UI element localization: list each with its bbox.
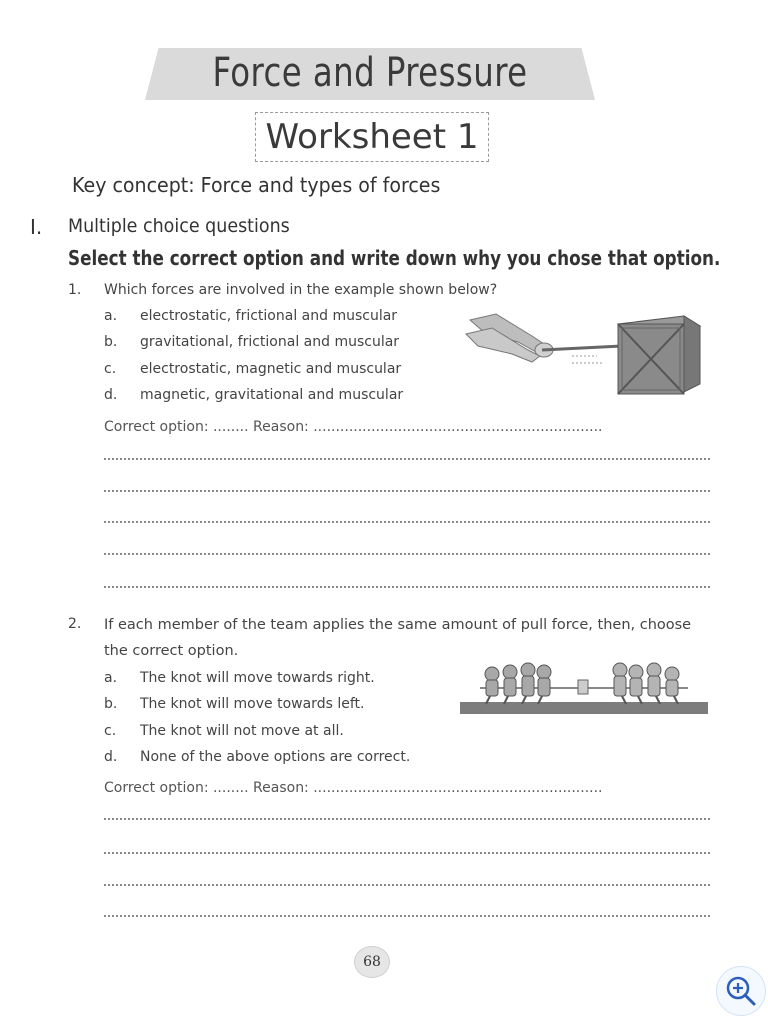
q2-option-d: None of the above options are correct. [140, 749, 411, 765]
page-title: Force and Pressure [212, 50, 528, 96]
q1-writing-line-3[interactable] [104, 521, 710, 523]
tug-of-war-illustration [460, 658, 708, 720]
box-pulling-illustration [462, 306, 708, 402]
q2-option-b-letter: b. [104, 696, 118, 712]
section-title: Multiple choice questions [68, 215, 290, 237]
q1-option-d-letter: d. [104, 387, 118, 403]
page-number: 68 [354, 946, 390, 978]
section-number: I. [30, 215, 43, 239]
question-1-text: Which forces are involved in the example shown below? [104, 282, 498, 298]
q1-option-b-letter: b. [104, 334, 118, 350]
question-1-number: 1. [68, 282, 82, 298]
q1-writing-line-1[interactable] [104, 458, 710, 460]
q1-answer-line[interactable]: Correct option: ........ Reason: ................................................................. [104, 419, 603, 435]
q2-writing-line-4[interactable] [104, 915, 710, 917]
q1-option-d: magnetic, gravitational and muscular [140, 387, 404, 403]
q2-option-d-letter: d. [104, 749, 118, 765]
q2-option-b: The knot will move towards left. [140, 696, 365, 712]
q1-option-a-letter: a. [104, 308, 118, 324]
q2-option-c: The knot will not move at all. [140, 723, 344, 739]
q1-option-c: electrostatic, magnetic and muscular [140, 361, 402, 377]
q1-option-c-letter: c. [104, 361, 117, 377]
q2-writing-line-2[interactable] [104, 852, 710, 854]
q2-option-c-letter: c. [104, 723, 117, 739]
q1-writing-line-5[interactable] [104, 586, 710, 588]
question-2-text: If each member of the team applies the same amount of pull force, then, choose the correct option. [104, 617, 692, 659]
section-instruction: Select the correct option and write down why you chose that option. [68, 246, 721, 270]
q2-writing-line-1[interactable] [104, 818, 710, 820]
zoom-button[interactable] [716, 966, 766, 1016]
key-concept: Key concept: Force and types of forces [72, 173, 441, 197]
worksheet-label: Worksheet 1 [255, 112, 489, 162]
q1-writing-line-4[interactable] [104, 553, 710, 555]
q2-writing-line-3[interactable] [104, 884, 710, 886]
zoom-in-icon [717, 967, 765, 1015]
q2-answer-line[interactable]: Correct option: ........ Reason: ................................................................. [104, 780, 603, 796]
question-2-number: 2. [68, 616, 82, 632]
q1-option-b: gravitational, frictional and muscular [140, 334, 400, 350]
q2-option-a-letter: a. [104, 670, 118, 686]
q1-option-a: electrostatic, frictional and muscular [140, 308, 398, 324]
q2-option-a: The knot will move towards right. [140, 670, 375, 686]
q1-writing-line-2[interactable] [104, 490, 710, 492]
